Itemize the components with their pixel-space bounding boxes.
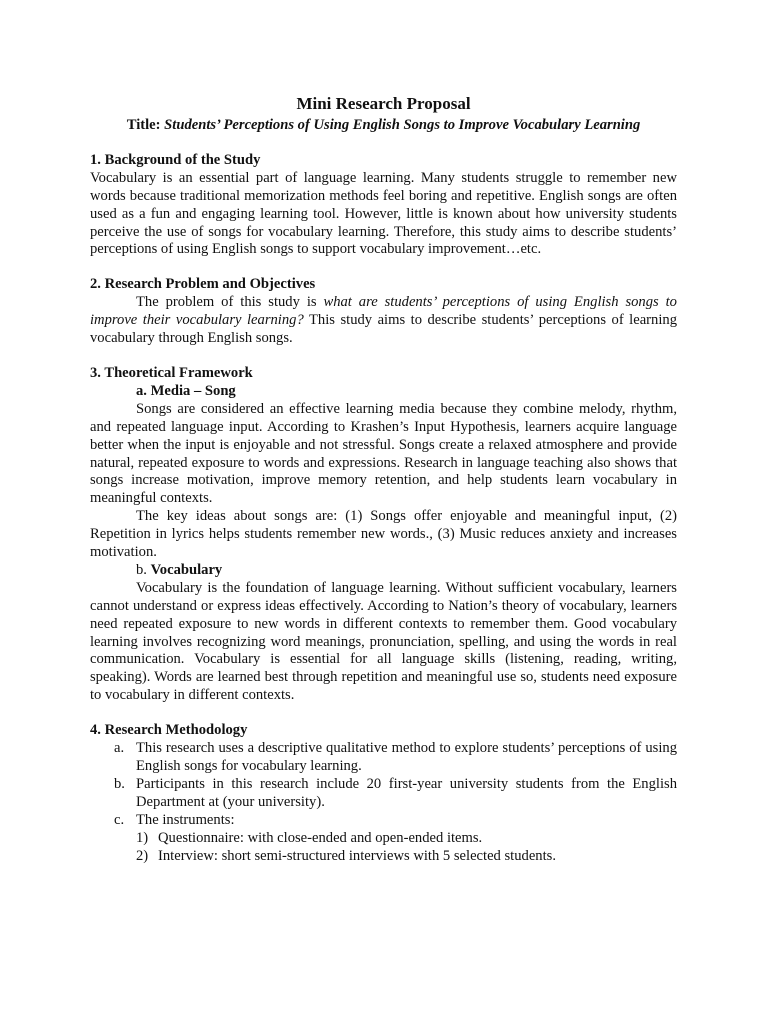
section-methodology: [90, 722, 677, 865]
list-marker: c.: [114, 811, 125, 828]
problem-question: what are students’ perceptions of using English songs to improve their vocabulary learning?: [90, 294, 677, 329]
list-item-text: This research uses a descriptive qualitative method to explore students’ perceptions of using English songs for vocabulary learning.: [136, 740, 677, 774]
document-heading: Mini Research Proposal: [296, 94, 471, 113]
problem-text-after: This study aims to describe students’ perceptions of learning vocabulary through English songs.: [90, 312, 677, 347]
subheading-vocabulary-letter: b.: [136, 561, 151, 578]
section-heading-framework: 3. Theoretical Framework: [90, 364, 253, 381]
list-item: [90, 740, 677, 776]
section-heading-background: 1. Background of the Study: [90, 151, 261, 168]
subheading-media-song-text: a. Media – Song: [136, 382, 236, 399]
background-paragraph: Vocabulary is an essential part of language learning. Many students struggle to remember new words because traditional memorization methods feel boring and repetitive. English songs are often used as a fun and engaging learning tool. However, little is known about how university students perceive the use of songs for vocabulary learning. Therefore, this study aims to describe students’ perceptions of using English songs to support vocabulary improvement…etc.: [90, 169, 677, 258]
list-item: [90, 776, 677, 812]
subheading-media-song: [90, 383, 677, 401]
methodology-list: [90, 740, 677, 865]
list-item-text: Participants in this research include 20 first-year university students from the English Department at (your university).: [136, 775, 677, 810]
problem-paragraph: [90, 294, 677, 348]
media-song-paragraph-1: Songs are considered an effective learning media because they combine melody, rhythm, and repeated language input. According to Krashen’s Input Hypothesis, learners acquire language better when the input is enjoyable and not stressful. Songs create a relaxed atmosphere and provide natural, repeated exposure to words and expressions. Research in language teaching also shows that songs increase motivation, improve memory retention, and help students learn vocabulary in meaningful contexts.: [90, 400, 677, 507]
section-framework: [90, 365, 677, 705]
list-marker: 2): [136, 847, 149, 864]
media-song-paragraph-2: The key ideas about songs are: (1) Songs offer enjoyable and meaningful input, (2) Repetition in lyrics helps students remember new words., (3) Music reduces anxiety and increases motivation.: [90, 508, 677, 561]
list-item: [136, 848, 677, 866]
section-background: [90, 152, 677, 259]
problem-text-before: The problem of this study is: [136, 294, 324, 311]
list-item-text: The instruments:: [136, 811, 235, 828]
section-heading-problem: 2. Research Problem and Objectives: [90, 276, 316, 293]
instrument-list: [136, 830, 677, 866]
list-marker: 1): [136, 829, 149, 846]
subheading-vocabulary-title: Vocabulary: [150, 561, 223, 578]
title-text: Students’ Perceptions of Using English Songs to Improve Vocabulary Learning: [164, 117, 641, 133]
section-problem: [90, 276, 677, 348]
list-marker: a.: [114, 740, 125, 757]
list-marker: b.: [114, 775, 125, 792]
list-item-text: Interview: short semi-structured interviews with 5 selected students.: [158, 847, 556, 864]
proposal-title: [90, 117, 677, 135]
list-item-text: Questionnaire: with close-ended and open-ended items.: [158, 829, 483, 846]
subheading-vocabulary: [90, 562, 677, 580]
vocabulary-paragraph: Vocabulary is the foundation of language learning. Without sufficient vocabulary, learners cannot understand or express ideas effectively. According to Nation’s theory of vocabulary, learners need repeated exposure to new words in different contexts to remember them. Good vocabulary learning involves recognizing word meanings, pronunciation, spelling, and using the words in real communication. Vocabulary is essential for all language skills (listening, reading, writing, speaking). Words are learned best through repetition and meaningful use so, students need exposure to vocabulary in different contexts.: [90, 579, 677, 704]
section-heading-methodology: 4. Research Methodology: [90, 722, 248, 739]
list-item: [90, 812, 677, 866]
title-label: Title:: [126, 117, 161, 133]
list-item: [136, 830, 677, 848]
